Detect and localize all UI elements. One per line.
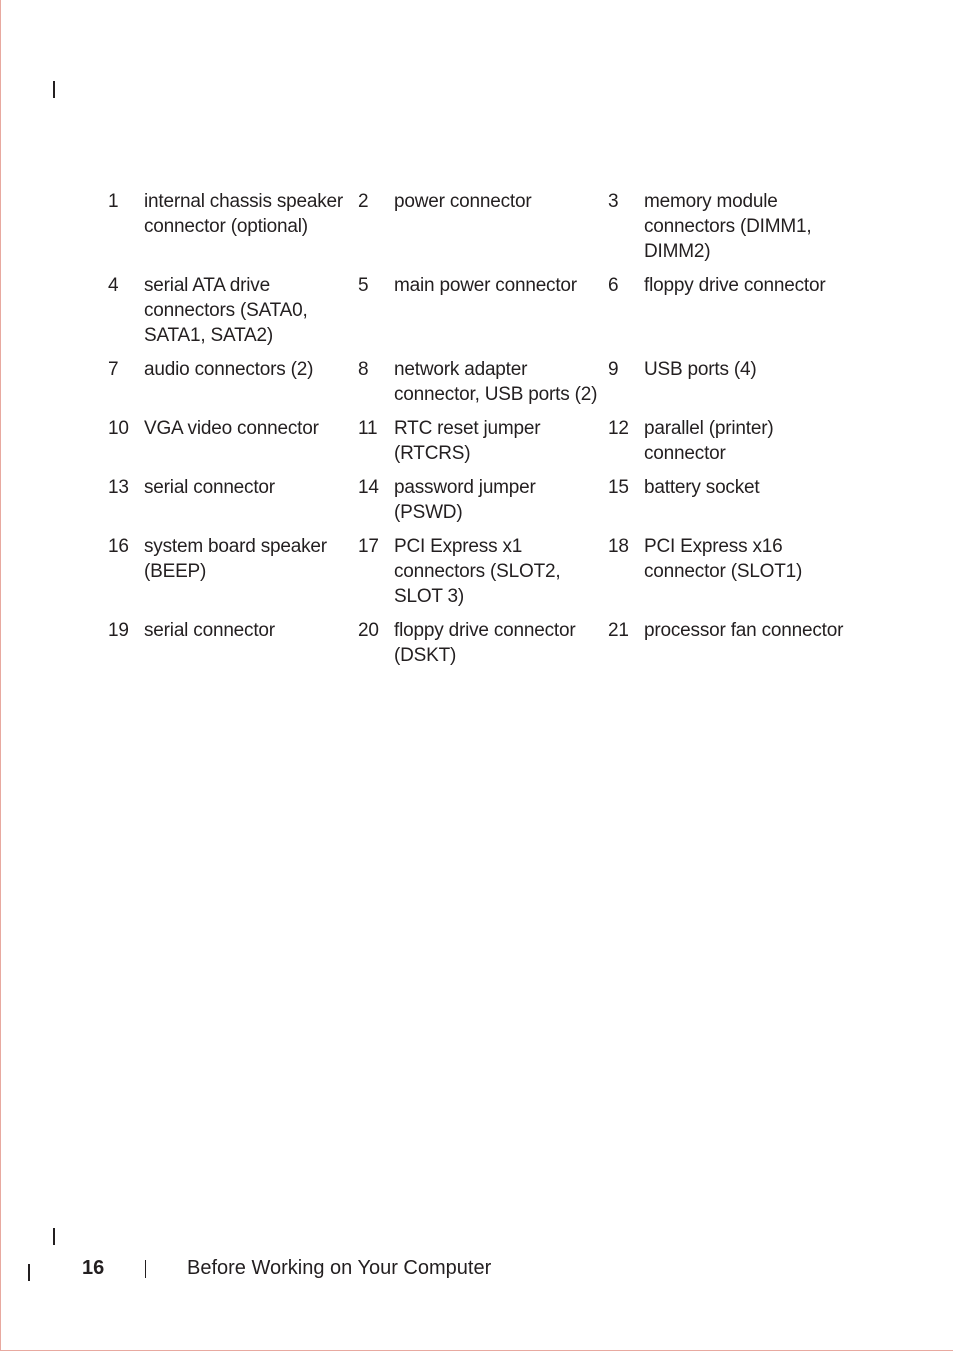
legend-description: serial connector	[144, 620, 275, 641]
legend-number: 17	[358, 536, 379, 557]
footer-divider	[145, 1260, 146, 1278]
legend-row	[104, 475, 854, 534]
legend-description: parallel (printer) connector	[644, 418, 774, 464]
legend-number: 3	[608, 191, 619, 212]
legend-row	[104, 416, 854, 475]
legend-number: 12	[608, 418, 629, 439]
page-number: 16	[82, 1257, 105, 1279]
legend-description: USB ports (4)	[644, 359, 757, 380]
chapter-title: Before Working on Your Computer	[187, 1257, 492, 1279]
legend-number: 5	[358, 275, 369, 296]
legend-description: PCI Express x16 connector (SLOT1)	[644, 536, 803, 582]
legend-number: 20	[358, 620, 379, 641]
legend-description: network adapter connector, USB ports (2)	[394, 359, 598, 405]
legend-number: 18	[608, 536, 629, 557]
legend-number: 11	[358, 418, 378, 439]
legend-description: power connector	[394, 191, 532, 212]
legend-description: internal chassis speaker connector (optional)	[144, 191, 344, 237]
legend-description: memory module connectors (DIMM1, DIMM2)	[644, 191, 812, 262]
legend-number: 2	[358, 191, 369, 212]
legend-number: 6	[608, 275, 619, 296]
legend-number: 9	[608, 359, 619, 380]
connector-legend-table	[104, 189, 854, 677]
legend-number: 16	[108, 536, 129, 557]
legend-number: 21	[608, 620, 629, 641]
legend-number: 4	[108, 275, 119, 296]
legend-description: PCI Express x1 connectors (SLOT2, SLOT 3)	[394, 536, 561, 607]
legend-number: 1	[108, 191, 119, 212]
legend-description: floppy drive connector	[644, 275, 826, 296]
legend-description: serial connector	[144, 477, 275, 498]
crop-mark-bottom	[53, 1228, 55, 1245]
legend-number: 10	[108, 418, 129, 439]
crop-mark-top	[53, 81, 55, 98]
legend-description: RTC reset jumper (RTCRS)	[394, 418, 541, 464]
legend-description: serial ATA drive connectors (SATA0, SATA1, SATA2)	[144, 275, 308, 346]
legend-number: 15	[608, 477, 629, 498]
legend-row	[104, 189, 854, 273]
legend-number: 19	[108, 620, 129, 641]
legend-description: system board speaker (BEEP)	[144, 536, 327, 582]
legend-row	[104, 273, 854, 357]
legend-description: audio connectors (2)	[144, 359, 314, 380]
legend-description: floppy drive connector (DSKT)	[394, 620, 576, 666]
legend-description: main power connector	[394, 275, 577, 296]
legend-number: 13	[108, 477, 129, 498]
legend-row	[104, 357, 854, 416]
legend-number: 14	[358, 477, 379, 498]
legend-number: 8	[358, 359, 369, 380]
legend-number: 7	[108, 359, 119, 380]
legend-description: VGA video connector	[144, 418, 319, 439]
legend-row	[104, 618, 854, 677]
legend-description: processor fan connector	[644, 620, 844, 641]
legend-row	[104, 534, 854, 618]
legend-description: password jumper (PSWD)	[394, 477, 536, 523]
legend-description: battery socket	[644, 477, 760, 498]
crop-mark-footer	[28, 1264, 30, 1281]
